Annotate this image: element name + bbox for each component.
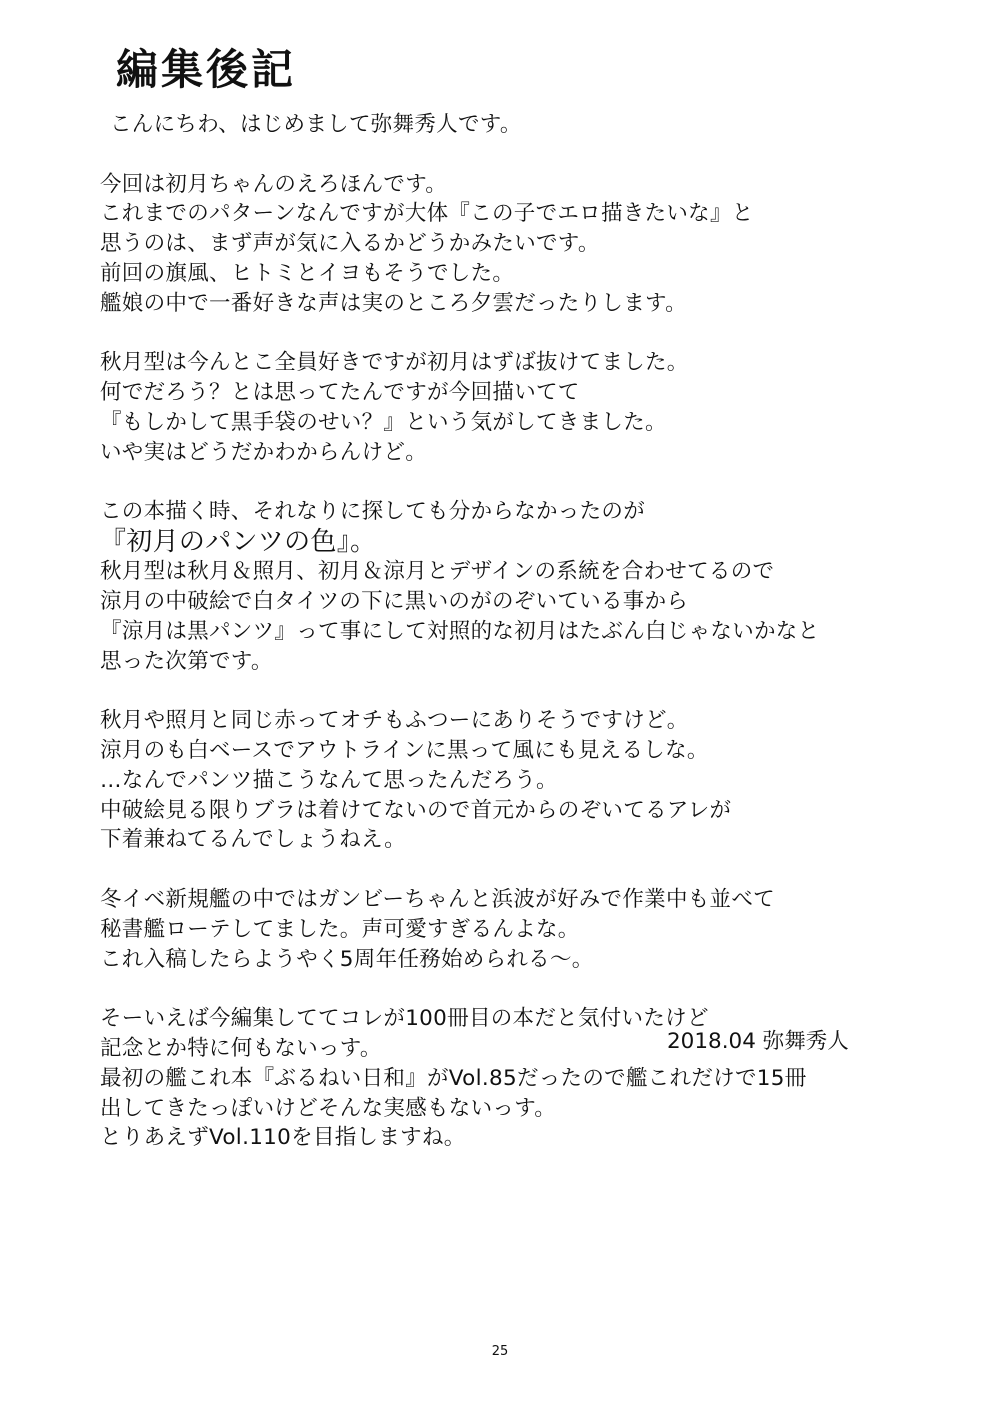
text-line: こんにちわ、はじめまして弥舞秀人です。 — [110, 112, 522, 137]
text-line: 思うのは、まず声が気に入るかどうかみたいです。 — [100, 231, 600, 257]
text-line: 秋月型は秋月＆照月、初月＆涼月とデザインの系統を合わせてるので — [100, 559, 775, 585]
signature: 2018.04 弥舞秀人 — [667, 1029, 849, 1054]
text-line: 出してきたっぽいけどそんな実感もないっす。 — [100, 1095, 557, 1121]
paragraph-gap — [100, 974, 960, 1004]
highlight-line: 『初月のパンツの色』。 — [100, 527, 377, 558]
afterword-body — [100, 110, 960, 1153]
text-line: これ入稿したらようやく5周年任務始められる～。 — [100, 946, 594, 972]
text-line: 『涼月は黒パンツ』って事にして対照的な初月はたぶん白じゃないかなと — [100, 618, 820, 644]
text-line: 冬イベ新規艦の中ではガンビーちゃんと浜波が好みで作業中も並べて — [100, 886, 775, 912]
paragraph-gap — [100, 468, 960, 498]
text-line: 下着兼ねてるんでしょうねえ。 — [100, 827, 406, 853]
text-line: 思った次第です。 — [100, 648, 273, 674]
paragraph-gap — [100, 855, 960, 885]
text-line: 秋月や照月と同じ赤ってオチもふつーにありそうですけど。 — [100, 708, 689, 734]
paragraph-gap — [100, 319, 960, 349]
text-line: この本描く時、それなりに探しても分からなかったのが — [100, 499, 646, 525]
text-line: 『もしかして黒手袋のせい？』という気がしてきました。 — [100, 409, 667, 435]
text-line: 涼月のも白ベースでアウトラインに黒って風にも見えるしな。 — [100, 737, 709, 763]
page-number: 25 — [491, 1344, 509, 1359]
text-line: 秋月型は今んとこ全員好きですが初月はずば抜けてました。 — [100, 350, 689, 376]
text-line: そーいえば今編集しててコレが100冊目の本だと気付いたけど — [100, 1006, 709, 1032]
page-title: 編集後記 — [116, 45, 297, 94]
text-line: 最初の艦これ本『ぶるねい日和』がVol.85だったので艦これだけで15冊 — [100, 1065, 807, 1091]
text-line: 秘書艦ローテしてました。声可愛すぎるんよな。 — [100, 916, 580, 942]
text-line: これまでのパターンなんですが大体『この子でエロ描きたいな』と — [100, 201, 754, 227]
text-line: 前回の旗風、ヒトミとイヨもそうでした。 — [100, 260, 515, 286]
text-line: いや実はどうだかわからんけど。 — [100, 439, 428, 465]
text-line: とりあえずVol.110を目指しますね。 — [100, 1125, 466, 1151]
paragraph-gap — [100, 140, 960, 170]
text-line: 今回は初月ちゃんのえろほんです。 — [100, 171, 448, 197]
paragraph-gap — [100, 676, 960, 706]
text-line: 中破絵見る限りブラは着けてないので首元からのぞいてるアレが — [100, 797, 732, 823]
text-line: 艦娘の中で一番好きな声は実のところ夕雲だったりします。 — [100, 290, 687, 316]
text-line: 記念とか特に何もないっす。 — [100, 1035, 382, 1061]
text-line: 何でだろう？とは思ってたんですが今回描いてて — [100, 380, 580, 406]
text-line: …なんでパンツ描こうなんて思ったんだろう。 — [100, 767, 558, 793]
text-line: 涼月の中破絵で白タイツの下に黒いのがのぞいている事から — [100, 588, 689, 614]
